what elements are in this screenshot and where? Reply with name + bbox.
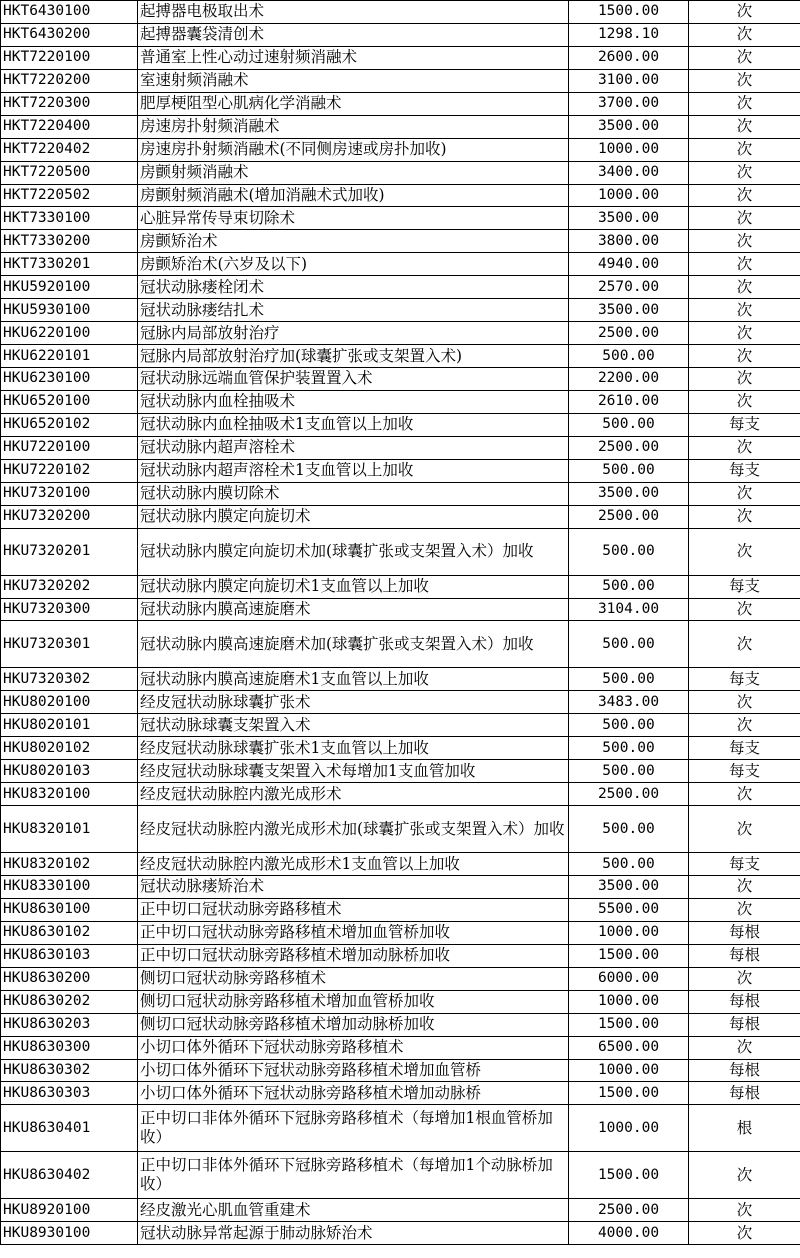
code-cell: HKU8020103 [1, 760, 138, 783]
name-cell: 经皮冠状动脉球囊扩张术1支血管以上加收 [138, 737, 569, 760]
table-row [1, 299, 800, 322]
table-row [1, 459, 800, 482]
name-cell: 冠状动脉内膜定向旋切术加(球囊扩张或支架置入术）加收 [138, 528, 569, 575]
name-cell: 正中切口非体外循环下冠脉旁路移植术（每增加1根血管桥加收） [138, 1105, 569, 1152]
table-row [1, 944, 800, 967]
table-row [1, 482, 800, 505]
name-cell: 冠状动脉球囊支架置入术 [138, 714, 569, 737]
code-cell: HKU7320100 [1, 482, 138, 505]
code-cell: HKU5930100 [1, 299, 138, 322]
name-cell: 冠状动脉内膜切除术 [138, 482, 569, 505]
table-row [1, 1059, 800, 1082]
name-cell: 冠状动脉内膜高速旋磨术1支血管以上加收 [138, 668, 569, 691]
table-row [1, 1013, 800, 1036]
table-row [1, 46, 800, 69]
unit-cell: 次 [689, 69, 800, 92]
table-row [1, 230, 800, 253]
table-row [1, 714, 800, 737]
price-cell: 3500.00 [569, 207, 689, 230]
unit-cell: 次 [689, 390, 800, 413]
unit-cell: 每支 [689, 459, 800, 482]
name-cell: 冠状动脉内血栓抽吸术1支血管以上加收 [138, 413, 569, 436]
table-row [1, 413, 800, 436]
price-cell: 4940.00 [569, 253, 689, 276]
table-row [1, 898, 800, 921]
price-cell: 500.00 [569, 528, 689, 575]
name-cell: 冠脉内局部放射治疗加(球囊扩张或支架置入术) [138, 345, 569, 368]
code-cell: HKT7330200 [1, 230, 138, 253]
unit-cell: 次 [689, 1, 800, 24]
unit-cell: 次 [689, 368, 800, 391]
unit-cell: 每支 [689, 575, 800, 598]
unit-cell: 次 [689, 115, 800, 138]
name-cell: 经皮冠状动脉球囊扩张术 [138, 691, 569, 714]
code-cell: HKU8630102 [1, 921, 138, 944]
unit-cell: 次 [689, 1199, 800, 1222]
table-row [1, 990, 800, 1013]
code-cell: HKU8630303 [1, 1082, 138, 1105]
code-cell: HKU8320101 [1, 806, 138, 853]
unit-cell: 次 [689, 876, 800, 899]
price-cell: 1000.00 [569, 1059, 689, 1082]
table-row [1, 528, 800, 575]
table-row [1, 783, 800, 806]
code-cell: HKU7320300 [1, 598, 138, 621]
code-cell: HKU6220100 [1, 322, 138, 345]
unit-cell: 每支 [689, 760, 800, 783]
code-cell: HKT6430200 [1, 23, 138, 46]
name-cell: 经皮冠状动脉球囊支架置入术每增加1支血管加收 [138, 760, 569, 783]
code-cell: HKU8630200 [1, 967, 138, 990]
name-cell: 室速射频消融术 [138, 69, 569, 92]
unit-cell: 次 [689, 299, 800, 322]
name-cell: 肥厚梗阻型心肌病化学消融术 [138, 92, 569, 115]
table-row [1, 92, 800, 115]
price-cell: 1500.00 [569, 1082, 689, 1105]
table-row [1, 760, 800, 783]
table-row [1, 368, 800, 391]
name-cell: 冠状动脉内血栓抽吸术 [138, 390, 569, 413]
price-cell: 1500.00 [569, 944, 689, 967]
price-cell: 3800.00 [569, 230, 689, 253]
code-cell: HKU7220100 [1, 436, 138, 459]
price-cell: 500.00 [569, 853, 689, 876]
code-cell: HKU8630302 [1, 1059, 138, 1082]
table-row [1, 1222, 800, 1245]
price-cell: 1000.00 [569, 1105, 689, 1152]
code-cell: HKU8630300 [1, 1036, 138, 1059]
price-cell: 3500.00 [569, 482, 689, 505]
name-cell: 经皮激光心肌血管重建术 [138, 1199, 569, 1222]
unit-cell: 每支 [689, 853, 800, 876]
table-row [1, 115, 800, 138]
name-cell: 房颤射频消融术(增加消融术式加收) [138, 184, 569, 207]
code-cell: HKU8920100 [1, 1199, 138, 1222]
unit-cell: 每支 [689, 668, 800, 691]
name-cell: 房速房扑射频消融术 [138, 115, 569, 138]
price-cell: 500.00 [569, 806, 689, 853]
unit-cell: 每根 [689, 1059, 800, 1082]
name-cell: 起搏器电极取出术 [138, 1, 569, 24]
code-cell: HKT7220500 [1, 161, 138, 184]
unit-cell: 次 [689, 276, 800, 299]
name-cell: 冠脉内局部放射治疗 [138, 322, 569, 345]
price-cell: 3483.00 [569, 691, 689, 714]
table-row [1, 345, 800, 368]
name-cell: 冠状动脉内膜定向旋切术 [138, 505, 569, 528]
code-cell: HKU8930100 [1, 1222, 138, 1245]
fee-table-body [1, 1, 800, 1245]
price-cell: 500.00 [569, 668, 689, 691]
code-cell: HKU8320100 [1, 783, 138, 806]
name-cell: 正中切口冠状动脉旁路移植术增加动脉桥加收 [138, 944, 569, 967]
code-cell: HKU8630100 [1, 898, 138, 921]
code-cell: HKU7320200 [1, 505, 138, 528]
table-row [1, 184, 800, 207]
price-cell: 1000.00 [569, 184, 689, 207]
price-cell: 6500.00 [569, 1036, 689, 1059]
unit-cell: 次 [689, 138, 800, 161]
table-row [1, 322, 800, 345]
code-cell: HKU7320301 [1, 621, 138, 668]
table-row [1, 806, 800, 853]
name-cell: 房速房扑射频消融术(不同侧房速或房扑加收) [138, 138, 569, 161]
unit-cell: 次 [689, 482, 800, 505]
name-cell: 经皮冠状动脉腔内激光成形术 [138, 783, 569, 806]
price-cell: 2500.00 [569, 322, 689, 345]
name-cell: 冠状动脉内膜高速旋磨术加(球囊扩张或支架置入术）加收 [138, 621, 569, 668]
price-cell: 500.00 [569, 737, 689, 760]
unit-cell: 次 [689, 898, 800, 921]
price-cell: 3100.00 [569, 69, 689, 92]
table-row [1, 1199, 800, 1222]
price-cell: 2610.00 [569, 390, 689, 413]
unit-cell: 次 [689, 23, 800, 46]
unit-cell: 次 [689, 691, 800, 714]
unit-cell: 次 [689, 184, 800, 207]
unit-cell: 次 [689, 1222, 800, 1245]
price-cell: 500.00 [569, 345, 689, 368]
table-row [1, 691, 800, 714]
table-row [1, 668, 800, 691]
price-cell: 3104.00 [569, 598, 689, 621]
name-cell: 心脏异常传导束切除术 [138, 207, 569, 230]
name-cell: 冠状动脉异常起源于肺动脉矫治术 [138, 1222, 569, 1245]
code-cell: HKU6220101 [1, 345, 138, 368]
unit-cell: 次 [689, 92, 800, 115]
table-row [1, 1, 800, 24]
price-cell: 6000.00 [569, 967, 689, 990]
table-row [1, 69, 800, 92]
name-cell: 正中切口冠状动脉旁路移植术增加血管桥加收 [138, 921, 569, 944]
unit-cell: 根 [689, 1105, 800, 1152]
unit-cell: 每根 [689, 990, 800, 1013]
table-row [1, 737, 800, 760]
price-cell: 500.00 [569, 714, 689, 737]
unit-cell: 次 [689, 46, 800, 69]
code-cell: HKU6230100 [1, 368, 138, 391]
name-cell: 冠状动脉内膜定向旋切术1支血管以上加收 [138, 575, 569, 598]
unit-cell: 次 [689, 345, 800, 368]
code-cell: HKT6430100 [1, 1, 138, 24]
table-row [1, 23, 800, 46]
price-cell: 2500.00 [569, 436, 689, 459]
name-cell: 起搏器囊袋清创术 [138, 23, 569, 46]
code-cell: HKU8330100 [1, 876, 138, 899]
name-cell: 冠状动脉远端血管保护装置置入术 [138, 368, 569, 391]
name-cell: 房颤射频消融术 [138, 161, 569, 184]
unit-cell: 次 [689, 253, 800, 276]
table-row [1, 1036, 800, 1059]
price-cell: 5500.00 [569, 898, 689, 921]
name-cell: 冠状动脉瘘栓闭术 [138, 276, 569, 299]
unit-cell: 每支 [689, 737, 800, 760]
code-cell: HKU8630203 [1, 1013, 138, 1036]
price-cell: 1000.00 [569, 138, 689, 161]
unit-cell: 每根 [689, 944, 800, 967]
code-cell: HKT7220400 [1, 115, 138, 138]
code-cell: HKU8320102 [1, 853, 138, 876]
price-cell: 3400.00 [569, 161, 689, 184]
code-cell: HKT7220100 [1, 46, 138, 69]
code-cell: HKT7220200 [1, 69, 138, 92]
price-cell: 1000.00 [569, 921, 689, 944]
price-cell: 500.00 [569, 413, 689, 436]
price-cell: 1500.00 [569, 1152, 689, 1199]
code-cell: HKT7220402 [1, 138, 138, 161]
name-cell: 侧切口冠状动脉旁路移植术 [138, 967, 569, 990]
name-cell: 冠状动脉瘘结扎术 [138, 299, 569, 322]
price-cell: 1500.00 [569, 1013, 689, 1036]
table-row [1, 876, 800, 899]
code-cell: HKU8020100 [1, 691, 138, 714]
unit-cell: 次 [689, 714, 800, 737]
unit-cell: 次 [689, 207, 800, 230]
price-cell: 2200.00 [569, 368, 689, 391]
price-cell: 2500.00 [569, 783, 689, 806]
price-cell: 500.00 [569, 575, 689, 598]
unit-cell: 次 [689, 967, 800, 990]
unit-cell: 次 [689, 322, 800, 345]
code-cell: HKU7220102 [1, 459, 138, 482]
unit-cell: 次 [689, 528, 800, 575]
name-cell: 小切口体外循环下冠状动脉旁路移植术 [138, 1036, 569, 1059]
name-cell: 小切口体外循环下冠状动脉旁路移植术增加动脉桥 [138, 1082, 569, 1105]
table-row [1, 1105, 800, 1152]
price-cell: 500.00 [569, 459, 689, 482]
code-cell: HKU7320302 [1, 668, 138, 691]
price-cell: 2500.00 [569, 505, 689, 528]
price-cell: 2570.00 [569, 276, 689, 299]
name-cell: 冠状动脉内超声溶栓术1支血管以上加收 [138, 459, 569, 482]
unit-cell: 次 [689, 621, 800, 668]
name-cell: 侧切口冠状动脉旁路移植术增加血管桥加收 [138, 990, 569, 1013]
unit-cell: 每支 [689, 413, 800, 436]
unit-cell: 次 [689, 1152, 800, 1199]
table-row [1, 276, 800, 299]
price-cell: 2600.00 [569, 46, 689, 69]
code-cell: HKT7330201 [1, 253, 138, 276]
code-cell: HKT7220300 [1, 92, 138, 115]
table-row [1, 967, 800, 990]
price-cell: 3500.00 [569, 299, 689, 322]
code-cell: HKU7320202 [1, 575, 138, 598]
code-cell: HKU8630402 [1, 1152, 138, 1199]
name-cell: 小切口体外循环下冠状动脉旁路移植术增加血管桥 [138, 1059, 569, 1082]
price-cell: 4000.00 [569, 1222, 689, 1245]
unit-cell: 次 [689, 806, 800, 853]
unit-cell: 每根 [689, 1013, 800, 1036]
name-cell: 经皮冠状动脉腔内激光成形术1支血管以上加收 [138, 853, 569, 876]
code-cell: HKU8020101 [1, 714, 138, 737]
unit-cell: 每根 [689, 921, 800, 944]
name-cell: 正中切口非体外循环下冠脉旁路移植术（每增加1个动脉桥加收） [138, 1152, 569, 1199]
name-cell: 经皮冠状动脉腔内激光成形术加(球囊扩张或支架置入术）加收 [138, 806, 569, 853]
name-cell: 普通室上性心动过速射频消融术 [138, 46, 569, 69]
table-row [1, 161, 800, 184]
price-cell: 1000.00 [569, 990, 689, 1013]
table-row [1, 505, 800, 528]
name-cell: 房颤矫治术(六岁及以下) [138, 253, 569, 276]
name-cell: 房颤矫治术 [138, 230, 569, 253]
unit-cell: 每根 [689, 1082, 800, 1105]
price-cell: 3500.00 [569, 876, 689, 899]
table-row [1, 207, 800, 230]
table-row [1, 598, 800, 621]
code-cell: HKU8020102 [1, 737, 138, 760]
code-cell: HKU8630401 [1, 1105, 138, 1152]
unit-cell: 次 [689, 598, 800, 621]
unit-cell: 次 [689, 1036, 800, 1059]
table-row [1, 575, 800, 598]
price-cell: 3700.00 [569, 92, 689, 115]
price-cell: 1500.00 [569, 1, 689, 24]
name-cell: 冠状动脉瘘矫治术 [138, 876, 569, 899]
table-row [1, 1082, 800, 1105]
code-cell: HKT7220502 [1, 184, 138, 207]
code-cell: HKU8630202 [1, 990, 138, 1013]
unit-cell: 次 [689, 783, 800, 806]
name-cell: 冠状动脉内超声溶栓术 [138, 436, 569, 459]
unit-cell: 次 [689, 230, 800, 253]
price-cell: 1298.10 [569, 23, 689, 46]
code-cell: HKU6520102 [1, 413, 138, 436]
table-row [1, 390, 800, 413]
price-cell: 2500.00 [569, 1199, 689, 1222]
code-cell: HKU6520100 [1, 390, 138, 413]
table-row [1, 921, 800, 944]
code-cell: HKU8630103 [1, 944, 138, 967]
code-cell: HKU5920100 [1, 276, 138, 299]
code-cell: HKU7320201 [1, 528, 138, 575]
unit-cell: 次 [689, 436, 800, 459]
table-row [1, 853, 800, 876]
table-row [1, 138, 800, 161]
table-row [1, 1152, 800, 1199]
name-cell: 正中切口冠状动脉旁路移植术 [138, 898, 569, 921]
unit-cell: 次 [689, 161, 800, 184]
price-cell: 3500.00 [569, 115, 689, 138]
code-cell: HKT7330100 [1, 207, 138, 230]
table-row [1, 436, 800, 459]
table-row [1, 253, 800, 276]
unit-cell: 次 [689, 505, 800, 528]
price-cell: 500.00 [569, 621, 689, 668]
name-cell: 侧切口冠状动脉旁路移植术增加动脉桥加收 [138, 1013, 569, 1036]
name-cell: 冠状动脉内膜高速旋磨术 [138, 598, 569, 621]
price-cell: 500.00 [569, 760, 689, 783]
table-row [1, 621, 800, 668]
